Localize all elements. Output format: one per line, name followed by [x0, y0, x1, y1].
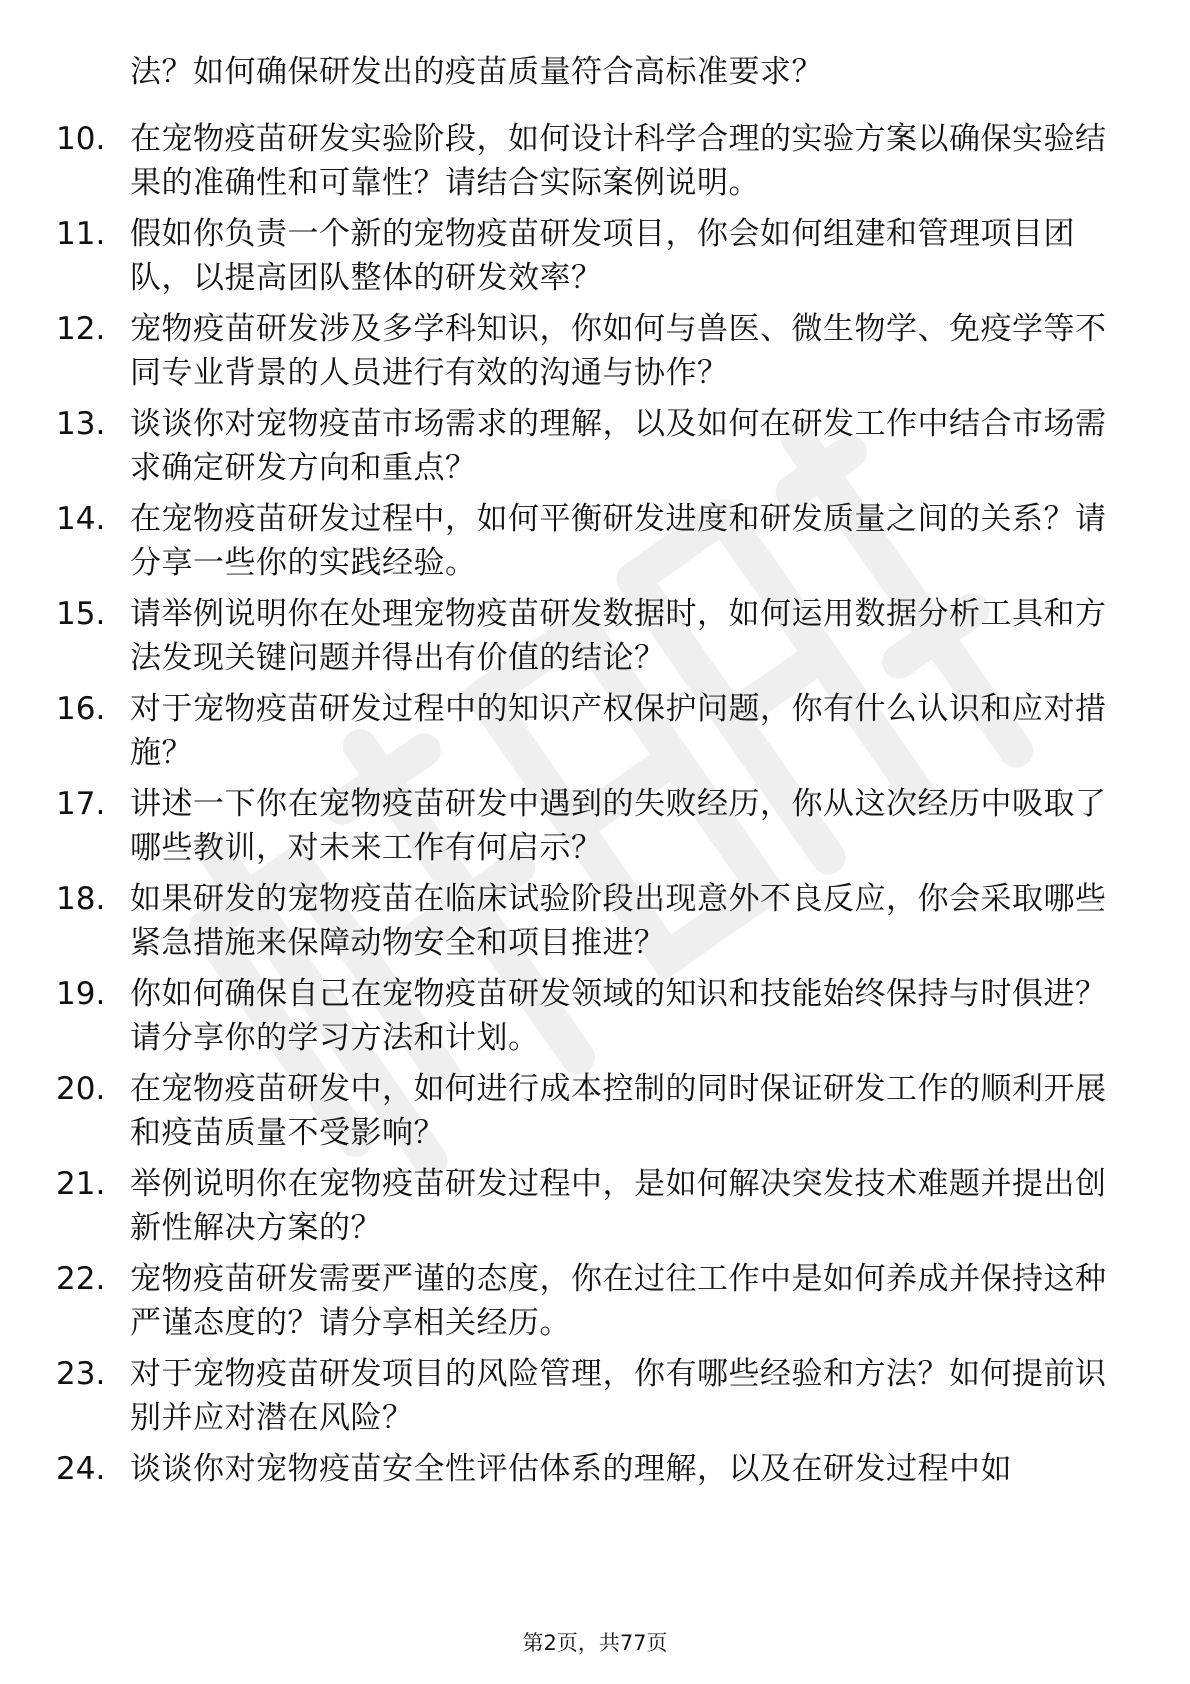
question-text: 谈谈你对宠物疫苗安全性评估体系的理解，以及在研发过程中如: [130, 1451, 1012, 1487]
question-text: 假如你负责一个新的宠物疫苗研发项目，你会如何组建和管理项目团队，以提高团队整体的研发效率？: [130, 216, 1075, 296]
question-number: 10.: [56, 121, 106, 157]
question-number: 12.: [56, 311, 106, 347]
question-text: 在宠物疫苗研发中，如何进行成本控制的同时保证研发工作的顺利开展和疫苗质量不受影响？: [130, 1071, 1107, 1151]
list-item: [56, 972, 1136, 1067]
question-number: 16.: [56, 691, 106, 727]
list-item: [56, 307, 1136, 402]
list-item: [56, 687, 1136, 782]
list-item: [56, 402, 1136, 497]
question-text: 宠物疫苗研发涉及多学科知识，你如何与兽医、微生物学、免疫学等不同专业背景的人员进行有效的沟通与协作？: [130, 311, 1107, 391]
question-number: 18.: [56, 881, 106, 917]
list-item: [56, 1067, 1136, 1162]
question-number: 22.: [56, 1261, 106, 1297]
question-text: 对于宠物疫苗研发项目的风险管理，你有哪些经验和方法？如何提前识别并应对潜在风险？: [130, 1356, 1107, 1436]
question-text: 讲述一下你在宠物疫苗研发中遇到的失败经历，你从这次经历中吸取了哪些教训，对未来工作有何启示？: [130, 786, 1107, 866]
question-text: 你如何确保自己在宠物疫苗研发领域的知识和技能始终保持与时俱进？请分享你的学习方法和计划。: [130, 976, 1107, 1056]
question-number: 17.: [56, 786, 106, 822]
question-number: 15.: [56, 596, 106, 632]
continuation-text: 法？如何确保研发出的疫苗质量符合高标准要求？: [130, 54, 823, 90]
question-text: 在宠物疫苗研发过程中，如何平衡研发进度和研发质量之间的关系？请分享一些你的实践经验。: [130, 501, 1107, 581]
question-text: 在宠物疫苗研发实验阶段，如何设计科学合理的实验方案以确保实验结果的准确性和可靠性？请结合实际案例说明。: [130, 121, 1107, 201]
list-item: [56, 1352, 1136, 1447]
list-item: [56, 1257, 1136, 1352]
question-number: 13.: [56, 406, 106, 442]
list-item: [56, 592, 1136, 687]
question-number: 24.: [56, 1451, 106, 1487]
question-number: 20.: [56, 1071, 106, 1107]
question-number: 23.: [56, 1356, 106, 1392]
question-list: [56, 117, 1136, 1542]
list-item: [56, 877, 1136, 972]
question-number: 21.: [56, 1166, 106, 1202]
question-number: 14.: [56, 501, 106, 537]
question-text: 谈谈你对宠物疫苗市场需求的理解，以及如何在研发工作中结合市场需求确定研发方向和重点？: [130, 406, 1107, 486]
list-item: [56, 497, 1136, 592]
question-text: 对于宠物疫苗研发过程中的知识产权保护问题，你有什么认识和应对措施？: [130, 691, 1107, 771]
question-number: 11.: [56, 216, 106, 252]
question-text: 举例说明你在宠物疫苗研发过程中，是如何解决突发技术难题并提出创新性解决方案的？: [130, 1166, 1107, 1246]
list-item: [56, 1447, 1136, 1542]
list-item: [56, 782, 1136, 877]
question-text: 请举例说明你在处理宠物疫苗研发数据时，如何运用数据分析工具和方法发现关键问题并得出有价值的结论？: [130, 596, 1107, 676]
question-text: 宠物疫苗研发需要严谨的态度，你在过往工作中是如何养成并保持这种严谨态度的？请分享相关经历。: [130, 1261, 1107, 1341]
list-item: [56, 212, 1136, 307]
list-item: [56, 117, 1136, 212]
question-text: 如果研发的宠物疫苗在临床试验阶段出现意外不良反应，你会采取哪些紧急措施来保障动物安全和项目推进？: [130, 881, 1107, 961]
page-number-footer: 第2页，共77页: [522, 1631, 668, 1655]
list-item: [56, 1162, 1136, 1257]
question-number: 19.: [56, 976, 106, 1012]
